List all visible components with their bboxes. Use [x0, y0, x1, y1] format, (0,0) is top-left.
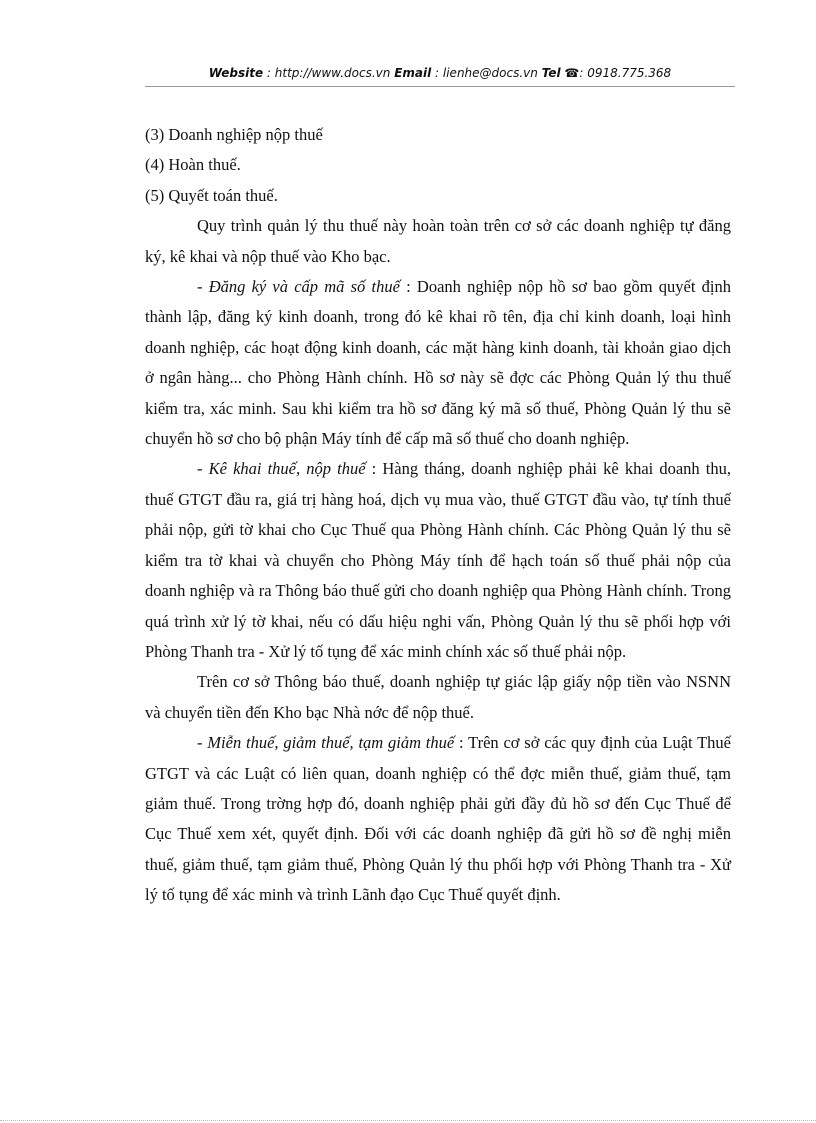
list-item: (3) Doanh nghiệp nộp thuế — [145, 125, 323, 144]
header-divider — [145, 86, 735, 87]
tel-number: : 0918.775.368 — [579, 66, 672, 80]
footer-divider — [0, 1120, 816, 1121]
paragraph-exemption — [145, 728, 731, 910]
paragraph: Quy trình quản lý thu thuế này hoàn toàn trên cơ sở các doanh nghiệp tự đăng ký, kê khai và nộp thuế vào Kho bạc. — [145, 216, 731, 266]
list-item: (5) Quyết toán thuế. — [145, 185, 278, 205]
paragraph-text: : Doanh nghiệp nộp hồ sơ bao gồm quyết định thành lập, đăng ký kinh doanh, trong đó kê khai rõ tên, địa chỉ kinh doanh, loại hình doanh nghiệp, các hoạt động kinh doanh, các mặt hàng kinh doanh, tài khoản giao dịch ở ngân hàng... cho Phòng Hành chính. Hồ sơ này sẽ đợc các Phòng Quản lý thu thuế kiểm tra, xác minh. Sau khi kiểm tra hồ sơ đăng ký mã số thuế, Phòng Quản lý thu sẽ chuyển hồ sơ cho bộ phận Máy tính để cấp mã số thuế cho doanh nghiệp. — [145, 277, 732, 449]
paragraph-heading: - Kê khai thuế, nộp thuế — [197, 459, 366, 479]
tel-label: Tel — [541, 66, 561, 80]
website-url: : http://www.docs.vn — [263, 66, 395, 80]
paragraph-text: : Trên cơ sở các quy định của Luật Thuế GTGT và các Luật có liên quan, doanh nghiệp có thể đợc miễn thuế, giảm thuế, tạm giảm thuế. Trong trờng hợp đó, doanh nghiệp phải gửi đầy đủ hồ sơ đến Cục Thuế để Cục Thuế xem xét, quyết định. Đối với các doanh nghiệp đã gửi hồ sơ đề nghị miễn thuế, giảm thuế, tạm giảm thuế, Phòng Quản lý thu phối hợp với Phòng Thanh tra - Xử lý tố tụng để xác minh và trình Lãnh đạo Cục Thuế quyết định. — [145, 733, 732, 905]
page-header — [145, 66, 735, 88]
paragraph-heading: - Miễn thuế, giảm thuế, tạm giảm thuế — [197, 733, 455, 753]
paragraph-heading: - Đăng ký và cấp mã số thuế — [197, 277, 400, 297]
email-address: : lienhe@docs.vn — [431, 66, 542, 80]
paragraph-registration — [145, 272, 731, 454]
paragraph-text: : Hàng tháng, doanh nghiệp phải kê khai doanh thu, thuế GTGT đầu ra, giá trị hàng hoá, dịch vụ mua vào, thuế GTGT đầu vào, tự tính thuế phải nộp, gửi tờ khai cho Cục Thuế qua Phòng Hành chính. Các Phòng Quản lý thu sẽ kiểm tra tờ khai và chuyển cho Phòng Máy tính để hạch toán số thuế phải nộp của doanh nghiệp và ra Thông báo thuế gửi cho doanh nghiệp qua Phòng Hành chính. Trong quá trình xử lý tờ khai, nếu có dấu hiệu nghi vấn, Phòng Quản lý thu sẽ phối hợp với Phòng Thanh tra - Xử lý tố tụng để xác minh chính xác số thuế phải nộp. — [145, 459, 731, 661]
paragraph: Trên cơ sở Thông báo thuế, doanh nghiệp tự giác lập giấy nộp tiền vào NSNN và chuyển tiền đến Kho bạc Nhà nớc để nộp thuế. — [145, 672, 731, 722]
phone-icon: ☎ — [564, 66, 580, 80]
list-item: (4) Hoàn thuế. — [145, 155, 241, 175]
document-body — [145, 120, 731, 911]
website-label: Website — [208, 66, 264, 80]
paragraph-declaration — [145, 454, 731, 667]
email-label: Email — [394, 66, 432, 80]
